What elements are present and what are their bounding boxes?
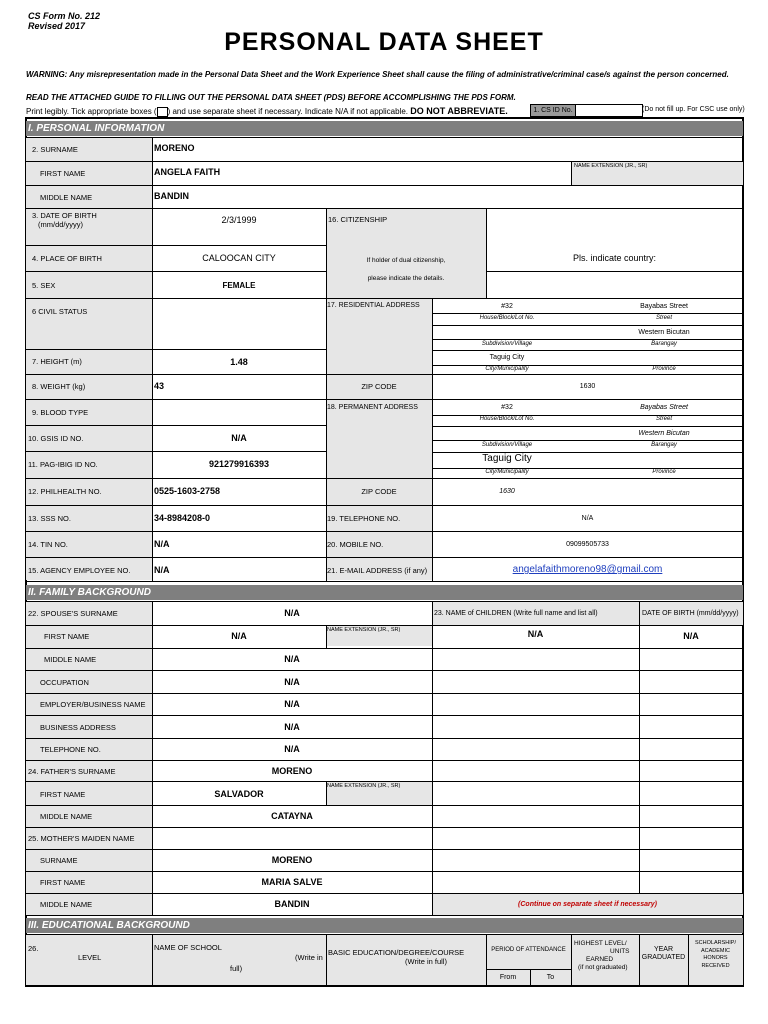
- highest-header-1: HIGHEST LEVEL/: [574, 940, 627, 947]
- perm-zip-label: ZIP CODE: [361, 487, 397, 496]
- subd-sub-label: Subdivision/Village: [481, 341, 533, 347]
- perm-brgy-sub-label: Barangay: [651, 442, 677, 448]
- street-sub-label: Street: [655, 315, 672, 321]
- mother-surname-label: SURNAME: [40, 856, 78, 865]
- pob-label: 4. PLACE OF BIRTH: [32, 254, 102, 263]
- spouse-first-value[interactable]: N/A: [231, 631, 247, 641]
- children-label: 23. NAME of CHILDREN (Write full name and list all): [434, 610, 598, 617]
- permanent-address-label: 18. PERMANENT ADDRESS: [327, 404, 418, 411]
- schol-header-1: SCHOLARSHIP/: [695, 940, 736, 946]
- res-street-value[interactable]: Bayabas Street: [640, 303, 688, 310]
- mother-first-value[interactable]: MARIA SALVE: [261, 877, 323, 887]
- res-house-value[interactable]: #32: [501, 303, 513, 310]
- period-from-header: From: [499, 974, 517, 981]
- schol-header-2: ACADEMIC: [700, 947, 731, 954]
- sex-label: 5. SEX: [32, 281, 56, 290]
- section-personal-info: I. PERSONAL INFORMATION: [26, 121, 743, 136]
- dob-label: [32, 211, 97, 229]
- mother-middle-value[interactable]: BANDIN: [274, 899, 310, 909]
- res-barangay-value[interactable]: Western Bicutan: [638, 329, 690, 336]
- dual-citizenship-line1: If holder of dual citizenship,: [366, 257, 446, 264]
- surname-label: 2. SURNAME: [32, 145, 78, 154]
- first-name-label: FIRST NAME: [40, 169, 86, 178]
- schol-header-4: RECEIVED: [701, 962, 730, 969]
- cs-id-label: 1. CS ID No.: [530, 104, 576, 117]
- school-header-2: (Write in: [295, 953, 323, 962]
- spouse-telephone-value[interactable]: N/A: [284, 744, 300, 754]
- pagibig-label: 11. PAG-IBIG ID NO.: [28, 460, 98, 469]
- course-header-2: (Write in full): [405, 957, 447, 966]
- schol-header-3: HONORS: [703, 955, 728, 961]
- school-header-1: NAME OF SCHOOL: [154, 943, 222, 952]
- business-address-value[interactable]: N/A: [284, 722, 300, 732]
- business-address-label: BUSINESS ADDRESS: [40, 723, 116, 732]
- do-not-abbreviate: DO NOT ABBREVIATE.: [410, 106, 508, 116]
- spouse-middle-value[interactable]: N/A: [284, 654, 300, 664]
- height-value[interactable]: 1.48: [230, 357, 248, 367]
- dob-value[interactable]: 2/3/1999: [221, 215, 257, 225]
- mother-surname-value[interactable]: MORENO: [271, 855, 313, 865]
- middle-name-label: MIDDLE NAME: [40, 193, 93, 202]
- perm-prov-sub-label: Province: [652, 469, 676, 475]
- section-family-background: II. FAMILY BACKGROUND: [26, 585, 743, 600]
- read-guide-text: READ THE ATTACHED GUIDE TO FILLING OUT THE PERSONAL DATA SHEET (PDS) BEFORE ACCOMPLISHING THE PDS FORM.: [26, 93, 516, 102]
- first-name-value[interactable]: ANGELA FAITH: [154, 167, 221, 177]
- child-dob-label: DATE OF BIRTH (mm/dd/yyyy): [642, 610, 739, 617]
- tin-value[interactable]: N/A: [154, 539, 170, 549]
- weight-value[interactable]: 43: [154, 381, 165, 391]
- mother-middle-label: MIDDLE NAME: [40, 900, 93, 909]
- res-city-value[interactable]: Taguig City: [489, 354, 525, 361]
- highest-level-header: [574, 940, 630, 972]
- sss-label: 13. SSS NO.: [28, 514, 71, 523]
- section-educational-background: III. EDUCATIONAL BACKGROUND: [26, 918, 743, 933]
- father-surname-value[interactable]: MORENO: [271, 766, 313, 776]
- father-first-label: FIRST NAME: [40, 790, 86, 799]
- father-first-value[interactable]: SALVADOR: [214, 789, 264, 799]
- father-middle-label: MIDDLE NAME: [40, 812, 93, 821]
- highest-header-3: EARNED: [586, 956, 614, 963]
- print-instructions: [26, 106, 508, 117]
- gsis-value[interactable]: N/A: [231, 433, 247, 443]
- education-num: 26.: [28, 944, 39, 953]
- perm-street-value[interactable]: Bayabas Street: [640, 404, 688, 411]
- year-header-2: GRADUATED: [641, 954, 686, 961]
- philhealth-label: 12. PHILHEALTH NO.: [28, 487, 102, 496]
- occupation-value[interactable]: N/A: [284, 677, 300, 687]
- name-extension-label: NAME EXTENSION (JR., SR): [574, 163, 648, 169]
- employer-label: EMPLOYER/BUSINESS NAME: [40, 700, 146, 709]
- continue-note: (Continue on separate sheet if necessary): [518, 901, 657, 908]
- highest-header-2: UNITS: [610, 948, 630, 955]
- address-label-bg: [326, 298, 432, 580]
- res-zip-label: ZIP CODE: [361, 382, 397, 391]
- warning-text: WARNING: Any misrepresentation made in the Personal Data Sheet and the Work Experience Sheet shall cause the filing of administrative/criminal case/s against the person concerned.: [26, 70, 729, 79]
- perm-subd-sub-label: Subdivision/Village: [481, 442, 533, 448]
- year-graduated-header: [639, 946, 688, 962]
- page-title: PERSONAL DATA SHEET: [224, 28, 544, 56]
- dob-label-line1: 3. DATE OF BIRTH: [32, 211, 97, 220]
- agency-employee-label: 15. AGENCY EMPLOYEE NO.: [28, 566, 131, 575]
- spouse-telephone-label: TELEPHONE NO.: [40, 745, 101, 754]
- perm-city-value[interactable]: Taguig City: [482, 453, 532, 464]
- perm-barangay-value[interactable]: Western Bicutan: [638, 430, 690, 437]
- weight-label: 8. WEIGHT (kg): [32, 382, 86, 391]
- employer-value[interactable]: N/A: [284, 699, 300, 709]
- surname-value[interactable]: MORENO: [154, 143, 195, 153]
- prov-sub-label: Province: [652, 366, 676, 372]
- print-instructions-b: ) and use separate sheet if necessary. Indicate N/A if not applicable.: [167, 107, 409, 116]
- period-header: PERIOD OF ATTENDANCE: [491, 947, 566, 953]
- dual-citizenship-line2: please indicate the details.: [367, 275, 445, 282]
- mother-maiden-label: 25. MOTHER'S MAIDEN NAME: [28, 834, 135, 843]
- education-level-header: LEVEL: [78, 953, 102, 962]
- spouse-middle-label: MIDDLE NAME: [44, 655, 97, 664]
- spouse-name-ext-label: NAME EXTENSION (JR., SR): [327, 627, 401, 633]
- perm-city-sub-label: City/Municipality: [485, 469, 529, 475]
- pob-value[interactable]: CALOOCAN CITY: [202, 253, 276, 263]
- email-value[interactable]: angelafaithmoreno98@gmail.com: [512, 564, 663, 575]
- brgy-sub-label: Barangay: [651, 341, 677, 347]
- civil-status-label: 6 CIVIL STATUS: [32, 307, 88, 316]
- telephone-value[interactable]: N/A: [581, 515, 594, 522]
- course-header-1: BASIC EDUCATION/DEGREE/COURSE: [328, 948, 465, 957]
- mother-first-label: FIRST NAME: [40, 878, 86, 887]
- perm-house-sub-label: House/Block/Lot No.: [479, 416, 535, 422]
- dob-label-line2: (mm/dd/yyyy): [38, 220, 83, 229]
- mobile-label: 20. MOBILE NO.: [327, 540, 384, 549]
- house-sub-label: House/Block/Lot No.: [479, 315, 535, 321]
- telephone-label: 19. TELEPHONE NO.: [327, 514, 401, 523]
- scholarship-header: [688, 940, 743, 970]
- res-zip-value[interactable]: 1630: [579, 383, 596, 390]
- school-header-3: full): [230, 964, 243, 973]
- tick-box-sample: [157, 107, 168, 117]
- mobile-value[interactable]: 09099505733: [566, 541, 609, 548]
- perm-street-sub-label: Street: [655, 416, 672, 422]
- cs-id-note: (Do not fill up. For CSC use only): [642, 106, 745, 113]
- blood-type-label: 9. BLOOD TYPE: [32, 408, 89, 417]
- citizenship-label: 16. CITIZENSHIP: [328, 215, 388, 224]
- pagibig-value[interactable]: 921279916393: [208, 459, 270, 469]
- height-label: 7. HEIGHT (m): [32, 357, 82, 366]
- cs-id-field[interactable]: [575, 104, 643, 117]
- philhealth-value[interactable]: 0525-1603-2758: [154, 486, 221, 496]
- gsis-label: 10. GSIS ID NO.: [28, 434, 84, 443]
- middle-name-value[interactable]: BANDIN: [154, 191, 189, 201]
- father-surname-label: 24. FATHER'S SURNAME: [28, 767, 116, 776]
- perm-zip-value[interactable]: 1630: [499, 488, 515, 495]
- children-value[interactable]: N/A: [527, 629, 544, 639]
- spouse-surname-label: 22. SPOUSE'S SURNAME: [28, 609, 118, 618]
- agency-employee-value[interactable]: N/A: [154, 565, 170, 575]
- print-instructions-a: Print legibly. Tick appropriate boxes (: [26, 107, 157, 116]
- spouse-first-label: FIRST NAME: [44, 632, 90, 641]
- education-header-bg: [26, 934, 743, 985]
- residential-address-label: 17. RESIDENTIAL ADDRESS: [327, 302, 420, 309]
- period-to-header: To: [546, 974, 555, 981]
- sex-value[interactable]: FEMALE: [222, 281, 256, 290]
- form-number: CS Form No. 212: [28, 11, 101, 21]
- city-sub-label: City/Municipality: [485, 366, 529, 372]
- father-middle-value[interactable]: CATAYNA: [271, 811, 313, 821]
- spouse-surname-value[interactable]: N/A: [284, 608, 300, 618]
- child-dob-value[interactable]: N/A: [683, 631, 699, 641]
- highest-header-4: (if not graduated): [578, 964, 628, 971]
- perm-house-value[interactable]: #32: [501, 404, 513, 411]
- country-hint: Pls. indicate country:: [572, 253, 657, 263]
- father-name-ext-label: NAME EXTENSION (JR., SR): [327, 783, 401, 789]
- year-header-1: YEAR: [653, 946, 674, 953]
- sss-value[interactable]: 34-8984208-0: [154, 513, 211, 523]
- email-label: 21. E-MAIL ADDRESS (if any): [327, 566, 428, 575]
- tin-label: 14. TIN NO.: [28, 540, 68, 549]
- form-revised: Revised 2017: [28, 21, 86, 31]
- occupation-label: OCCUPATION: [40, 678, 89, 687]
